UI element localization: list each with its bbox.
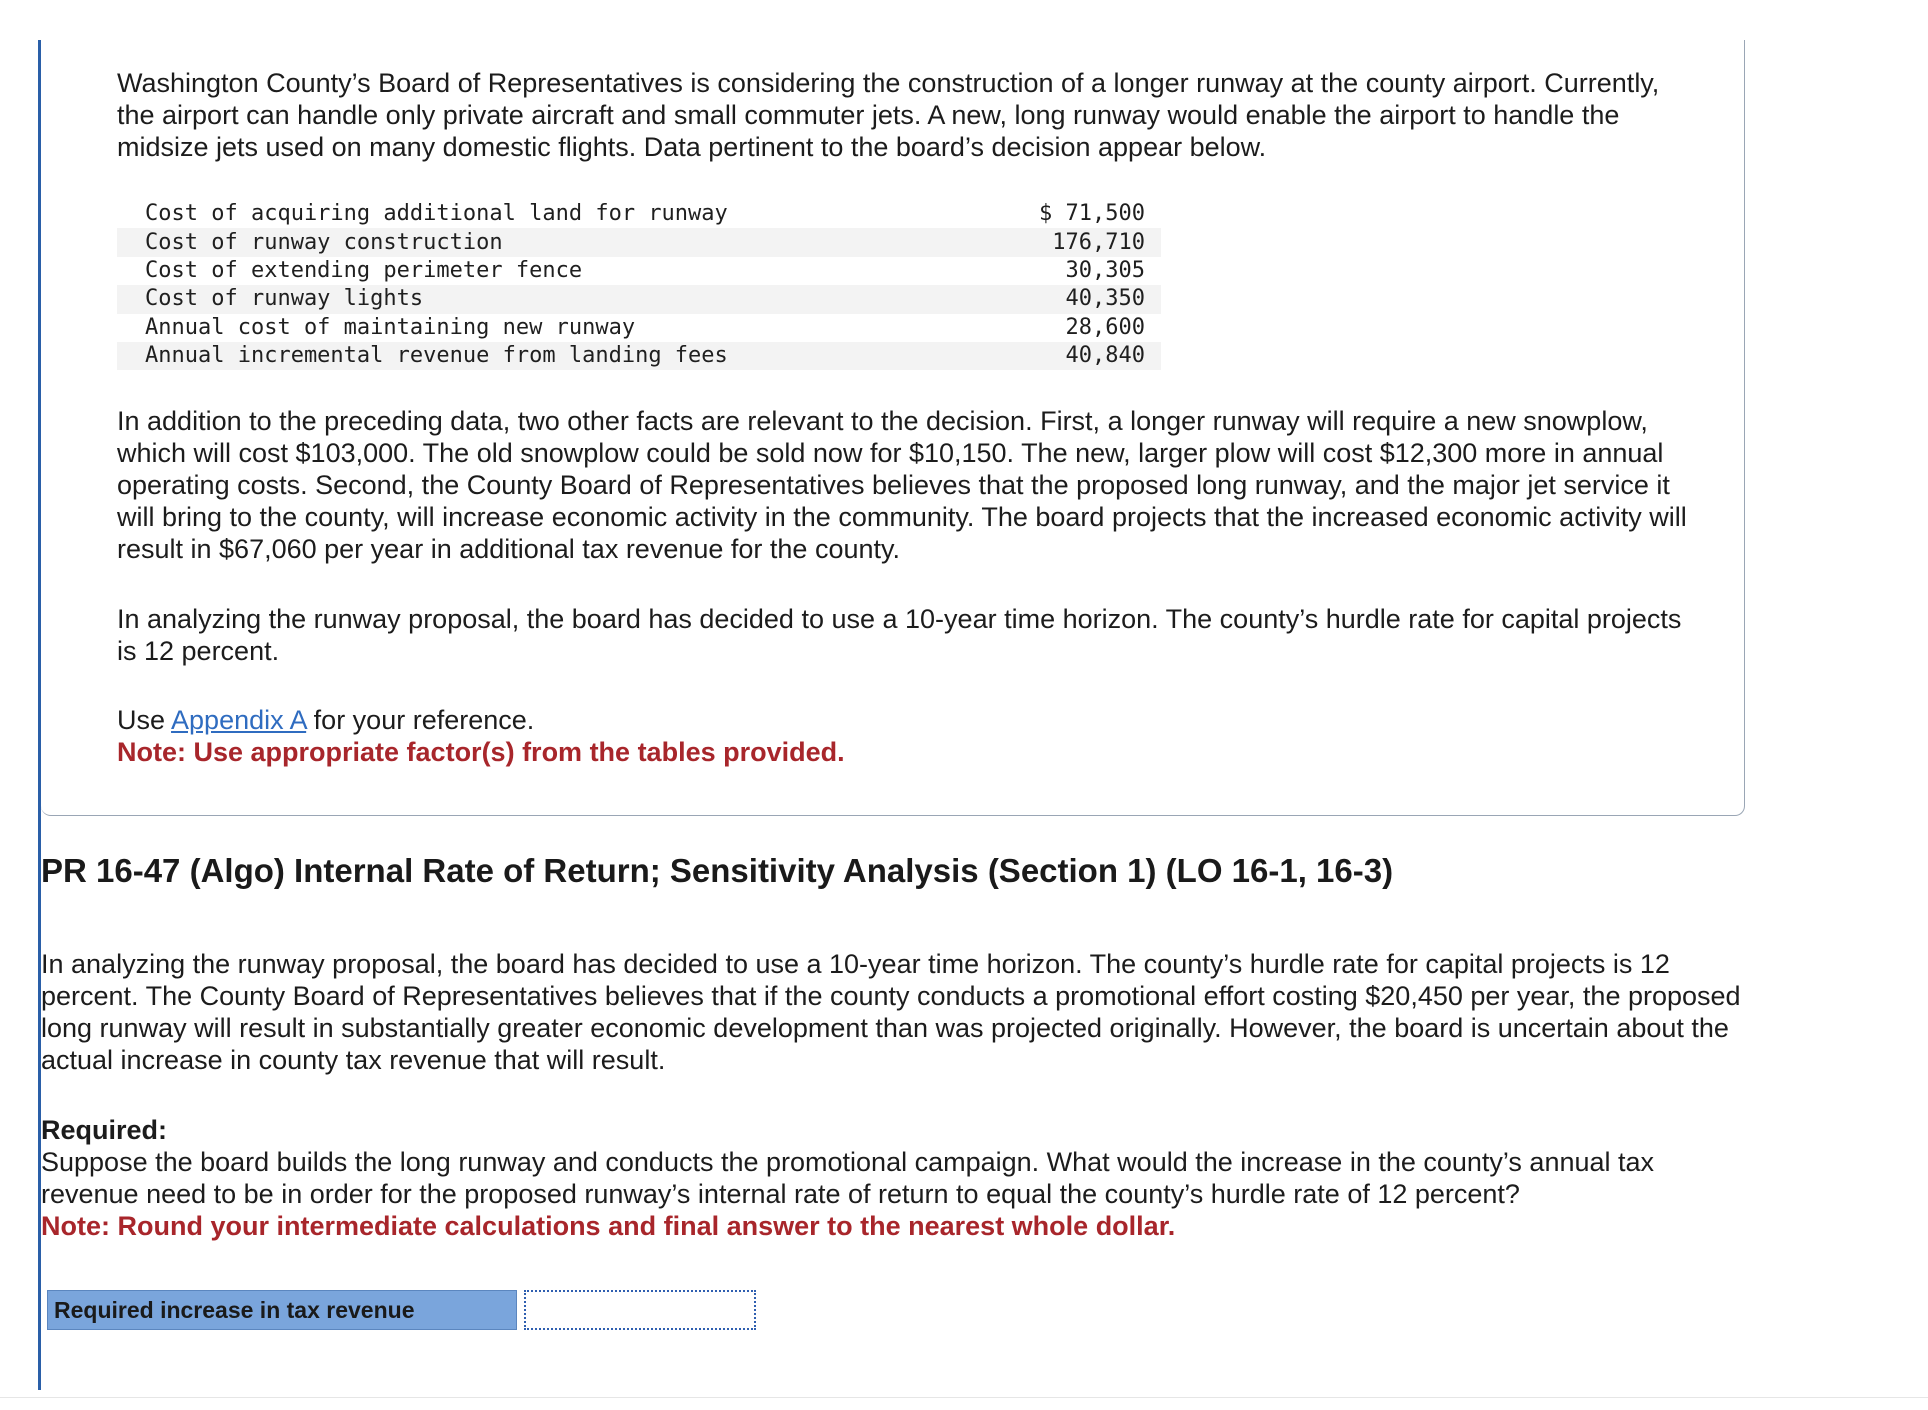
table-row: [117, 257, 1161, 285]
answer-label: Required increase in tax revenue: [47, 1290, 517, 1330]
row-label: Cost of extending perimeter fence: [145, 257, 583, 283]
scenario-facts: In addition to the preceding data, two other facts are relevant to the decision. First, a longer runway will require a new snowplow, which will cost $103,000. The old snowplow could be sold now for $10,150. The new, larger plow will cost $12,300 more in annual operating costs. Second, the County Board of Representatives believes that the proposed long runway, and the major jet service it will bring to the county, will increase economic activity in the community. The board projects that the increased economic activity will result in $67,060 per year in additional tax revenue for the county.: [117, 406, 1687, 564]
row-label: Cost of runway construction: [117, 228, 1025, 256]
bottom-divider: [0, 1397, 1928, 1398]
question-note: Note: Round your intermediate calculations and final answer to the nearest whole dollar.: [41, 1211, 1176, 1241]
table-row: [117, 228, 1161, 256]
table-row: [117, 285, 1161, 313]
tax-revenue-input[interactable]: [524, 1290, 756, 1330]
row-value: 40,840: [1025, 342, 1161, 370]
scenario-horizon: In analyzing the runway proposal, the board has decided to use a 10-year time horizon. The county’s hurdle rate for capital projects is 12 percent.: [117, 604, 1682, 666]
cost-data-table: [117, 200, 1161, 370]
row-value: 30,305: [1065, 257, 1145, 283]
reference-block: [117, 704, 1697, 768]
required-block: [41, 1114, 1741, 1242]
row-value: 176,710: [1025, 228, 1161, 256]
table-row: [117, 342, 1161, 370]
appendix-reference: [117, 704, 1697, 736]
table-row: [117, 200, 1161, 228]
required-text: Suppose the board builds the long runway and conducts the promotional campaign. What would the increase in the county’s annual tax revenue need to be in order for the proposed runway’s internal rate of return to equal the county’s hurdle rate of 12 percent?: [41, 1147, 1655, 1209]
row-label: Cost of acquiring additional land for runway: [145, 201, 728, 227]
question-body: In analyzing the runway proposal, the board has decided to use a 10-year time horizon. The county’s hurdle rate for capital projects is 12 percent. The County Board of Representatives believes that if the county conducts a promotional effort costing $20,450 per year, the proposed long runway will result in substantially greater economic development than was projected originally. However, the board is uncertain about the actual increase in county tax revenue that will result.: [41, 949, 1741, 1075]
answer-row: [47, 1290, 756, 1332]
row-label: Cost of runway lights: [117, 285, 1025, 313]
table-row: [117, 314, 1161, 342]
required-label: Required:: [41, 1115, 168, 1145]
use-prefix: Use: [117, 705, 166, 735]
question-title: PR 16-47 (Algo) Internal Rate of Return; Sensitivity Analysis (Section 1) (LO 16-1, 16-3): [41, 852, 1394, 889]
scenario-intro: Washington County’s Board of Representatives is considering the construction of a longer runway at the county airport. Currently, the airport can handle only private aircraft and small commuter jets. A new, long runway would enable the airport to handle the midsize jets used on many domestic flights. Data pertinent to the board’s decision appear below.: [117, 68, 1660, 162]
row-value: $ 71,500: [1039, 201, 1145, 227]
appendix-a-link[interactable]: Appendix A: [171, 705, 307, 735]
scenario-note: Note: Use appropriate factor(s) from the tables provided.: [117, 737, 845, 767]
row-value: 28,600: [1065, 314, 1145, 340]
row-value: 40,350: [1025, 285, 1161, 313]
row-label: Annual cost of maintaining new runway: [145, 314, 636, 340]
use-suffix: for your reference.: [313, 705, 535, 735]
row-label: Annual incremental revenue from landing fees: [117, 342, 1025, 370]
